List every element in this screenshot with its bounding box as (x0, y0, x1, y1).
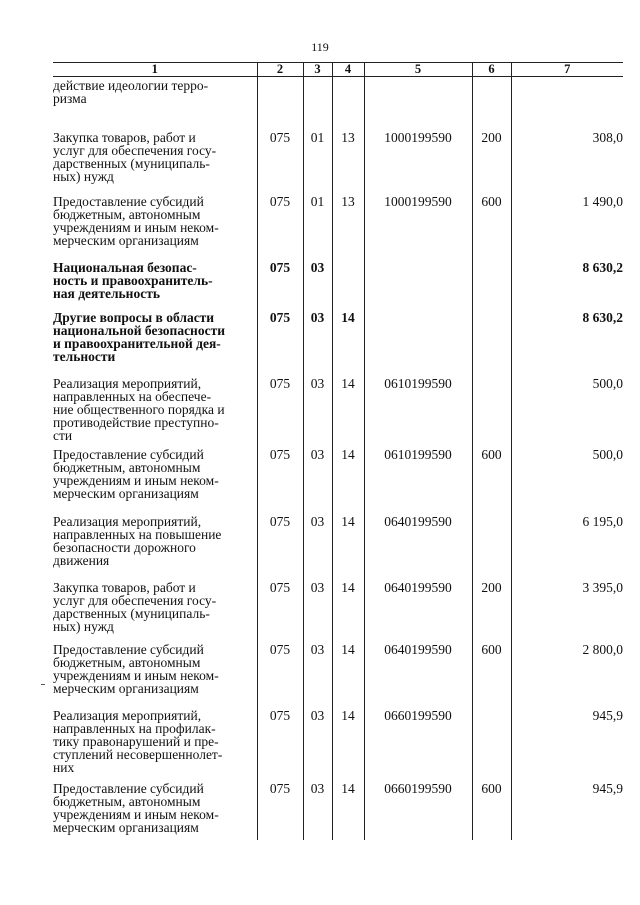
column-header-7: 7 (511, 63, 623, 77)
target-article-cell (364, 255, 472, 305)
table-row (53, 640, 623, 705)
subsection-cell: 14 (332, 640, 364, 705)
header-row (53, 63, 623, 77)
target-article-cell: 1000199590 (364, 191, 472, 255)
section-cell: 03 (303, 255, 332, 305)
row-name-line: ных) нужд (53, 618, 114, 634)
section-cell: 03 (303, 372, 332, 445)
row-name-line: Реализация мероприятий, (53, 513, 202, 529)
row-name-cell (53, 640, 257, 705)
code-cell (257, 77, 303, 127)
table-row (53, 777, 623, 840)
row-name-cell (53, 512, 257, 577)
expense-type-cell (472, 255, 511, 305)
expense-type-cell: 200 (472, 127, 511, 191)
section-cell: 03 (303, 305, 332, 372)
page-number: 119 (311, 40, 329, 54)
row-name-line: движения (53, 552, 110, 568)
row-name-line: дарственных (муниципаль- (53, 155, 210, 171)
column-header-6: 6 (472, 63, 511, 77)
row-name-cell (53, 372, 257, 445)
row-name-cell (53, 577, 257, 640)
section-cell: 03 (303, 577, 332, 640)
subsection-cell: 14 (332, 305, 364, 372)
target-article-cell (364, 305, 472, 372)
row-name-line: направленных на профилак- (53, 720, 216, 736)
row-name-line: Предоставление субсидий (53, 446, 204, 462)
table-row (53, 577, 623, 640)
amount-cell: 945,9 (511, 705, 623, 777)
row-name-line: Предоставление субсидий (53, 193, 204, 209)
expense-type-cell (472, 512, 511, 577)
row-name-line: бюджетным, автономным (53, 654, 201, 670)
row-name-cell (53, 705, 257, 777)
amount-cell: 6 195,0 (511, 512, 623, 577)
code-cell: 075 (257, 305, 303, 372)
table-row (53, 127, 623, 191)
amount-cell: 308,0 (511, 127, 623, 191)
section-cell: 01 (303, 127, 332, 191)
table-row (53, 512, 623, 577)
row-name-line: услуг для обеспечения госу- (53, 592, 217, 608)
code-cell: 075 (257, 445, 303, 512)
amount-cell: 8 630,2 (511, 255, 623, 305)
row-name-line: Реализация мероприятий, (53, 707, 202, 723)
budget-table (53, 62, 623, 840)
column-header-1: 1 (53, 63, 257, 77)
table-row (53, 705, 623, 777)
row-name-cell (53, 445, 257, 512)
code-cell: 075 (257, 577, 303, 640)
row-name-line: тику правонарушений и пре- (53, 733, 219, 749)
target-article-cell (364, 77, 472, 127)
row-name-cell (53, 127, 257, 191)
row-name-line: мерческим организациям (53, 819, 199, 835)
section-cell: 03 (303, 445, 332, 512)
table-row (53, 191, 623, 255)
section-cell: 03 (303, 512, 332, 577)
code-cell: 075 (257, 255, 303, 305)
row-name-line: Закупка товаров, работ и (53, 579, 196, 595)
table-body (53, 77, 623, 840)
expense-type-cell: 200 (472, 577, 511, 640)
section-cell: 03 (303, 705, 332, 777)
row-name-line: тельности (53, 348, 116, 364)
row-name-line: и правоохранительной дея- (53, 335, 221, 351)
subsection-cell: 14 (332, 777, 364, 840)
target-article-cell: 1000199590 (364, 127, 472, 191)
row-name-line: мерческим организациям (53, 680, 199, 696)
amount-cell: 3 395,0 (511, 577, 623, 640)
section-cell (303, 77, 332, 127)
row-name-line: мерческим организациям (53, 485, 199, 501)
row-name-line: бюджетным, автономным (53, 793, 201, 809)
code-cell: 075 (257, 512, 303, 577)
row-name-line: безопасности дорожного (53, 539, 196, 555)
table-row (53, 305, 623, 372)
row-name-cell (53, 777, 257, 840)
table-row (53, 445, 623, 512)
expense-type-cell: 600 (472, 640, 511, 705)
row-name-line: ние общественного порядка и (53, 401, 225, 417)
row-name-line: учреждениям и иным неком- (53, 219, 219, 235)
target-article-cell: 0660199590 (364, 777, 472, 840)
subsection-cell: 14 (332, 512, 364, 577)
subsection-cell: 14 (332, 705, 364, 777)
expense-type-cell (472, 705, 511, 777)
section-cell: 03 (303, 640, 332, 705)
expense-type-cell: 600 (472, 191, 511, 255)
amount-cell: 500,0 (511, 372, 623, 445)
row-name-line: бюджетным, автономным (53, 459, 201, 475)
amount-cell (511, 77, 623, 127)
row-name-cell (53, 305, 257, 372)
code-cell: 075 (257, 372, 303, 445)
column-header-5: 5 (364, 63, 472, 77)
column-header-4: 4 (332, 63, 364, 77)
code-cell: 075 (257, 127, 303, 191)
row-name-line: направленных на обеспече- (53, 388, 212, 404)
row-name-line: бюджетным, автономным (53, 206, 201, 222)
row-name-line: учреждениям и иным неком- (53, 667, 219, 683)
row-name-line: учреждениям и иным неком- (53, 472, 219, 488)
subsection-cell: 14 (332, 577, 364, 640)
amount-cell: 8 630,2 (511, 305, 623, 372)
table-row (53, 372, 623, 445)
amount-cell: 1 490,0 (511, 191, 623, 255)
row-name-line: ных) нужд (53, 168, 114, 184)
target-article-cell: 0610199590 (364, 372, 472, 445)
row-name-line: действие идеологии терро- (53, 78, 209, 93)
code-cell: 075 (257, 777, 303, 840)
row-name-line: Предоставление субсидий (53, 780, 204, 796)
target-article-cell: 0640199590 (364, 640, 472, 705)
row-name-cell (53, 77, 257, 127)
amount-cell: 2 800,0 (511, 640, 623, 705)
row-name-line: национальной безопасности (53, 322, 225, 338)
amount-cell: 945,9 (511, 777, 623, 840)
row-name-line: ступлений несовершеннолет- (53, 746, 223, 762)
row-name-line: дарственных (муниципаль- (53, 605, 210, 621)
row-name-line: Реализация мероприятий, (53, 375, 202, 391)
amount-cell: 500,0 (511, 445, 623, 512)
section-cell: 03 (303, 777, 332, 840)
expense-type-cell: 600 (472, 445, 511, 512)
expense-type-cell (472, 77, 511, 127)
subsection-cell (332, 255, 364, 305)
expense-type-cell (472, 372, 511, 445)
subsection-cell (332, 77, 364, 127)
column-header-3: 3 (303, 63, 332, 77)
table-row (53, 255, 623, 305)
target-article-cell: 0660199590 (364, 705, 472, 777)
subsection-cell: 13 (332, 191, 364, 255)
row-name-line: ризма (53, 91, 87, 106)
table-row (53, 77, 623, 127)
scan-artifact (41, 684, 45, 685)
row-name-line: мерческим организациям (53, 232, 199, 248)
target-article-cell: 0640199590 (364, 577, 472, 640)
code-cell: 075 (257, 191, 303, 255)
section-cell: 01 (303, 191, 332, 255)
expense-type-cell (472, 305, 511, 372)
expense-type-cell: 600 (472, 777, 511, 840)
row-name-line: направленных на повышение (53, 526, 222, 542)
subsection-cell: 14 (332, 372, 364, 445)
row-name-cell (53, 255, 257, 305)
column-header-2: 2 (257, 63, 303, 77)
row-name-line: противодействие преступно- (53, 414, 219, 430)
subsection-cell: 14 (332, 445, 364, 512)
code-cell: 075 (257, 705, 303, 777)
row-name-line: услуг для обеспечения госу- (53, 142, 217, 158)
row-name-line: учреждениям и иным неком- (53, 806, 219, 822)
row-name-line: ная деятельность (53, 285, 160, 301)
row-name-line: Закупка товаров, работ и (53, 129, 196, 145)
code-cell: 075 (257, 640, 303, 705)
subsection-cell: 13 (332, 127, 364, 191)
row-name-cell (53, 191, 257, 255)
row-name-line: Национальная безопас- (53, 259, 197, 275)
row-name-line: Другие вопросы в области (53, 309, 215, 325)
row-name-line: Предоставление субсидий (53, 641, 204, 657)
target-article-cell: 0610199590 (364, 445, 472, 512)
target-article-cell: 0640199590 (364, 512, 472, 577)
row-name-line: сти (53, 427, 73, 443)
row-name-line: ность и правоохранитель- (53, 272, 213, 288)
row-name-line: них (53, 759, 75, 775)
